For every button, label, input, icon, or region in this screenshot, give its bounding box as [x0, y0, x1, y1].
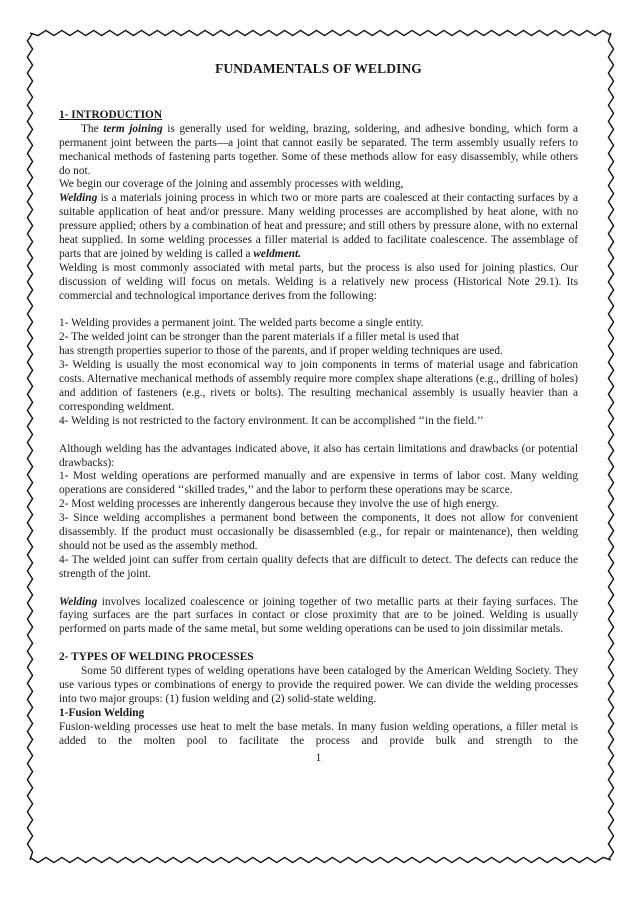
paragraph-begin: We begin our coverage of the joining and assembly processes with welding, — [59, 178, 404, 191]
section-heading-types: 2- TYPES OF WELDING PROCESSES — [59, 651, 254, 664]
term-weldment-emphasis: weldment. — [253, 247, 301, 260]
paragraph-limitations-intro: Although welding has the advantages indicated above, it also has certain limitations and drawbacks (or potential drawbacks): — [59, 442, 578, 469]
limitation-item: 1- Most welding operations are performed manually and are expensive in terms of labor cost. Many welding operations are considered ‘‘skilled trades,’’ and the labor to perform these operations may be scarce. — [59, 470, 578, 497]
limitation-item: 3- Since welding accomplishes a permanent bond between the components, it does not allow for convenient disassembly. If the product must occasionally be disassembled (e.g., for repair or maintenance), then welding should not be used as the assembly method. — [59, 512, 578, 552]
paragraph-term-joining: The term joining is generally used for welding, brazing, soldering, and adhesive bonding, which form a permanent joint between the parts—a joint that cannot easily be separated. The term assembly usually refers to mechanical methods of fastening parts together. Some of these methods allow for easy disassembly, while others do not. — [59, 122, 578, 177]
border-left-zigzag — [27, 33, 32, 860]
advantage-item: 1- Welding provides a permanent joint. The welded parts become a single entity. — [59, 317, 424, 330]
border-bottom-zigzag — [30, 857, 611, 862]
border-top-zigzag — [30, 30, 611, 35]
subheading-fusion-welding: 1-Fusion Welding — [59, 706, 145, 719]
paragraph-fusion-welding: Fusion-welding processes use heat to melt the base metals. In many fusion welding operations, a filler metal is added to the molten pool to facilitate the process and provide bulk and strength to the — [59, 720, 578, 747]
section-heading-introduction: 1- INTRODUCTION — [59, 108, 163, 121]
term-welding-emphasis: Welding — [59, 595, 98, 608]
term-welding-emphasis: Welding — [59, 192, 98, 205]
advantage-item: 4- Welding is not restricted to the factory environment. It can be accomplished ‘‘in the field.’’ — [59, 414, 484, 427]
term-joining-emphasis: term joining — [103, 122, 163, 135]
limitation-item: 4- The welded joint can suffer from certain quality defects that are difficult to detect. The defects can reduce the strength of the joint. — [59, 553, 578, 580]
advantage-item: 2- The welded joint can be stronger than the parent materials if a filler metal is used that — [59, 331, 460, 344]
border-right-zigzag — [608, 33, 613, 860]
paragraph-types-intro: Some 50 different types of welding operations have been cataloged by the American Welding Society. They use various types or combinations of energy to provide the required power. We can divide the welding processes into two major groups: (1) fusion welding and (2) solid-state welding. — [59, 665, 578, 705]
advantage-item: 3- Welding is usually the most economical way to join components in terms of material usage and fabrication costs. Alternative mechanical methods of assembly require more complex shape alterations (e.g., drilling of holes) and addition of fasteners (e.g., rivets or bolts). The resulting mechanical assembly is usually heavier than a corresponding weldment. — [59, 359, 578, 413]
document-page — [59, 62, 578, 765]
paragraph-metals: Welding is most commonly associated with metal parts, but the process is also used for joining plastics. Our discussion of welding will focus on metals. Welding is a relatively new process (Historical Note 29.1). Its commercial and technological importance derives from the following: — [59, 261, 578, 302]
page-number: 1 — [315, 751, 322, 764]
paragraph-faying-surfaces: Welding involves localized coalescence or joining together of two metallic parts at their faying surfaces. The faying surfaces are the part surfaces in contact or close proximity that are to be joined. Welding is usually performed on parts made of the same metal, but some welding operations can be used to join dissimilar metals. — [59, 595, 578, 636]
advantage-item-continued: has strength properties superior to those of the parents, and if proper welding techniques are used. — [59, 345, 503, 358]
document-title: FUNDAMENTALS OF WELDING — [215, 61, 422, 76]
limitation-item: 2- Most welding processes are inherently dangerous because they involve the use of high energy. — [59, 498, 499, 511]
paragraph-welding-definition: Welding is a materials joining process in which two or more parts are coalesced at their contacting surfaces by a suitable application of heat and/or pressure. Many welding processes are accomplished by heat alone, with no pressure applied; others by a combination of heat and pressure; and still others by pressure alone, with no external heat supplied. In some welding processes a filler material is added to facilitate coalescence. The assemblage of parts that are joined by welding is called a weldment. — [59, 192, 578, 260]
